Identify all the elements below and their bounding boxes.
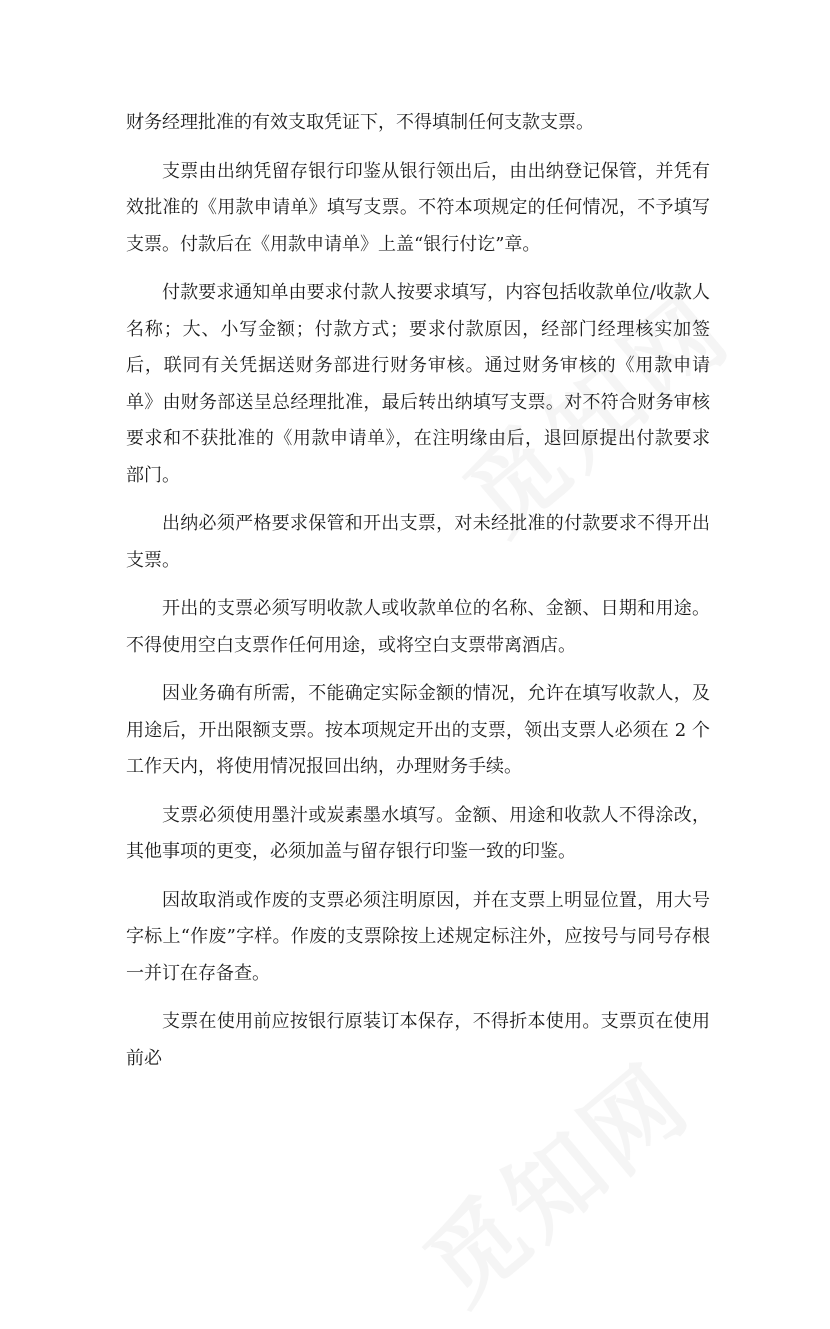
paragraph: 因故取消或作废的支票必须注明原因，并在支票上明显位置，用大号字标上“作废”字样。作废的支票除按上述规定标注外，应按号与同号存根一并订在存备查。 [126,889,710,984]
paragraph: 财务经理批准的有效支取凭证下，不得填制任何支款支票。 [126,112,594,133]
paragraph: 支票由出纳凭留存银行印鉴从银行领出后，由出纳登记保管，并凭有效批准的《用款申请单》填写支票。不符本项规定的任何情况，不予填写支票。付款后在《用款申请单》上盖“银行付讫”章。 [126,160,710,255]
paragraph: 因业务确有所需，不能确定实际金额的情况，允许在填写收款人，及用途后，开出限额支票。按本项规定开出的支票，领出支票人必须在 2 个工作天内，将使用情况报回出纳，办理财务手续。 [126,683,710,777]
paragraph: 开出的支票必须写明收款人或收款单位的名称、金额、日期和用途。不得使用空白支票作任何用途，或将空白支票带离酒店。 [126,598,710,656]
document-body [126,105,710,1089]
paragraph: 支票必须使用墨汁或炭素墨水填写。金额、用途和收款人不得涂改，其他事项的更变，必须加盖与留存银行印鉴一致的印鉴。 [126,804,710,862]
paragraph: 出纳必须严格要求保管和开出支票，对未经批准的付款要求不得开出支票。 [126,513,710,571]
paragraph: 付款要求通知单由要求付款人按要求填写，内容包括收款单位/收款人名称；大、小写金额；付款方式；要求付款原因，经部门经理核实加签后，联同有关凭据送财务部进行财务审核。通过财务审核的《用款申请单》由财务部送呈总经理批准，最后转出纳填写支票。对不符合财务审核要求和不获批准的《用款申请单》，在注明缘由后，退回原提出付款要求部门。 [126,282,710,486]
paragraph: 支票在使用前应按银行原装订本保存，不得折本使用。支票页在使用前必 [126,1011,710,1069]
